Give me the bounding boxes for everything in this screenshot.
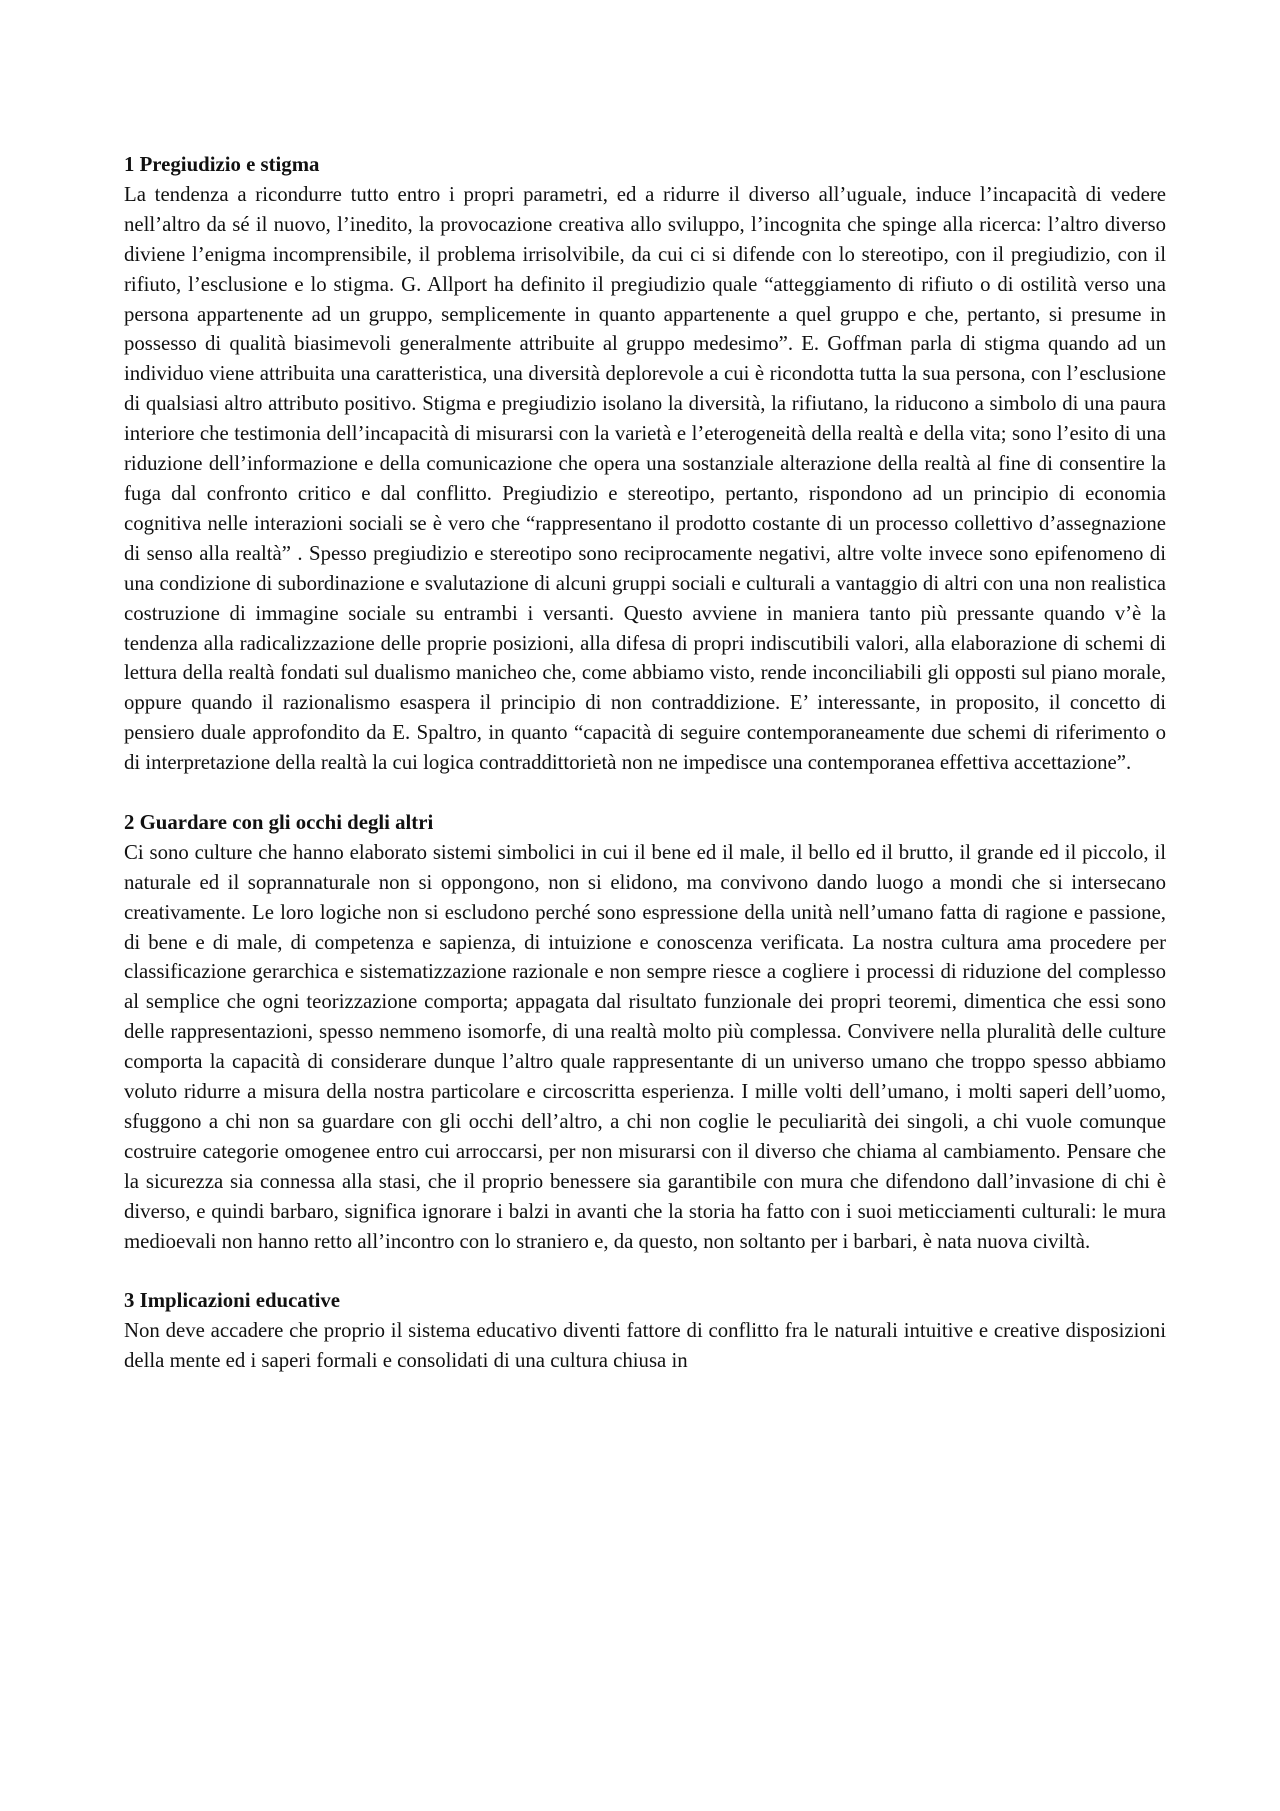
- section-body: La tendenza a ricondurre tutto entro i propri parametri, ed a ridurre il diverso all’uguale, induce l’incapacità di vedere nell’altro da sé il nuovo, l’inedito, la provocazione creativa allo sviluppo, l’incognita che spinge alla ricerca: l’altro diverso diviene l’enigma incomprensibile, il problema irrisolvibile, da cui ci si difende con lo stereotipo, con il pregiudizio, con il rifiuto, l’esclusione e lo stigma. G. Allport ha definito il pregiudizio quale “atteggiamento di rifiuto o di ostilità verso una persona appartenente ad un gruppo, semplicemente in quanto appartenente a quel gruppo e che, pertanto, si presume in possesso di qualità biasimevoli generalmente attribuite al gruppo medesimo”. E. Goffman parla di stigma quando ad un individuo viene attribuita una caratteristica, una diversità deplorevole a cui è ricondotta tutta la sua persona, con l’esclusione di qualsiasi altro attributo positivo. Stigma e pregiudizio isolano la diversità, la rifiutano, la riducono a simbolo di una paura interiore che testimonia dell’incapacità di misurarsi con la varietà e l’eterogeneità della realtà e della vita; sono l’esito di una riduzione dell’informazione e della comunicazione che opera una sostanziale alterazione della realtà al fine di consentire la fuga dal confronto critico e dal conflitto. Pregiudizio e stereotipo, pertanto, rispondono ad un principio di economia cognitiva nelle interazioni sociali se è vero che “rappresentano il prodotto costante di un processo collettivo d’assegnazione di senso alla realtà” . Spesso pregiudizio e stereotipo sono reciprocamente negativi, altre volte invece sono epifenomeno di una condizione di subordinazione e svalutazione di alcuni gruppi sociali e culturali a vantaggio di altri con una non realistica costruzione di immagine sociale su entrambi i versanti. Questo avviene in maniera tanto più pressante quando v’è la tendenza alla radicalizzazione delle proprie posizioni, alla difesa di propri indiscutibili valori, alla elaborazione di schemi di lettura della realtà fondati sul dualismo manicheo che, come abbiamo visto, rende inconciliabili gli opposti sul piano morale, oppure quando il razionalismo esaspera il principio di non contraddizione. E’ interessante, in proposito, il concetto di pensiero duale approfondito da E. Spaltro, in quanto “capacità di seguire contemporaneamente due schemi di riferimento o di interpretazione della realtà la cui logica contraddittorietà non ne impedisce una contemporanea effettiva accettazione”.: [124, 182, 1166, 775]
- section-body: Ci sono culture che hanno elaborato sistemi simbolici in cui il bene ed il male, il bello ed il brutto, il grande ed il piccolo, il naturale ed il soprannaturale non si oppongono, non si elidono, ma convivono dando luogo a mondi che si intersecano creativamente. Le loro logiche non si escludono perché sono espressione della unità nell’umano fatta di ragione e passione, di bene e di male, di competenza e sapienza, di intuizione e conoscenza verificata. La nostra cultura ama procedere per classificazione gerarchica e sistematizzazione razionale e non sempre riesce a cogliere i processi di riduzione del complesso al semplice che ogni teorizzazione comporta; appagata dal risultato funzionale dei propri teoremi, dimentica che essi sono delle rappresentazioni, spesso nemmeno isomorfe, di una realtà molto più complessa. Convivere nella pluralità delle culture comporta la capacità di considerare dunque l’altro quale rappresentante di un universo umano che troppo spesso abbiamo voluto ridurre a misura della nostra particolare e circoscritta esperienza. I mille volti dell’umano, i molti saperi dell’uomo, sfuggono a chi non sa guardare con gli occhi dell’altro, a chi non coglie le peculiarità dei singoli, a chi vuole comunque costruire categorie omogenee entro cui arroccarsi, per non misurarsi con il diverso che chiama al cambiamento. Pensare che la sicurezza sia connessa alla stasi, che il proprio benessere sia garantibile con mura che difendono dall’invasione di chi è diverso, e quindi barbaro, significa ignorare i balzi in avanti che la storia ha fatto con i suoi meticciamenti culturali: le mura medioevali non hanno retto all’incontro con lo straniero e, da questo, non soltanto per i barbari, è nata nuova civiltà.: [124, 840, 1166, 1253]
- section-pregiudizio-e-stigma: [124, 150, 1166, 778]
- section-title: 2 Guardare con gli occhi degli altri: [124, 810, 434, 834]
- section-implicazioni-educative: [124, 1286, 1166, 1376]
- section-title: 1 Pregiudizio e stigma: [124, 153, 320, 176]
- section-title: 3 Implicazioni educative: [124, 1289, 341, 1313]
- section-body: Non deve accadere che proprio il sistema educativo diventi fattore di conflitto fra le naturali intuitive e creative disposizioni della mente ed i saperi formali e consolidati di una cultura chiusa in: [124, 1319, 1166, 1373]
- section-guardare-con-gli-occhi: [124, 808, 1166, 1257]
- document-page: [124, 150, 1166, 1376]
